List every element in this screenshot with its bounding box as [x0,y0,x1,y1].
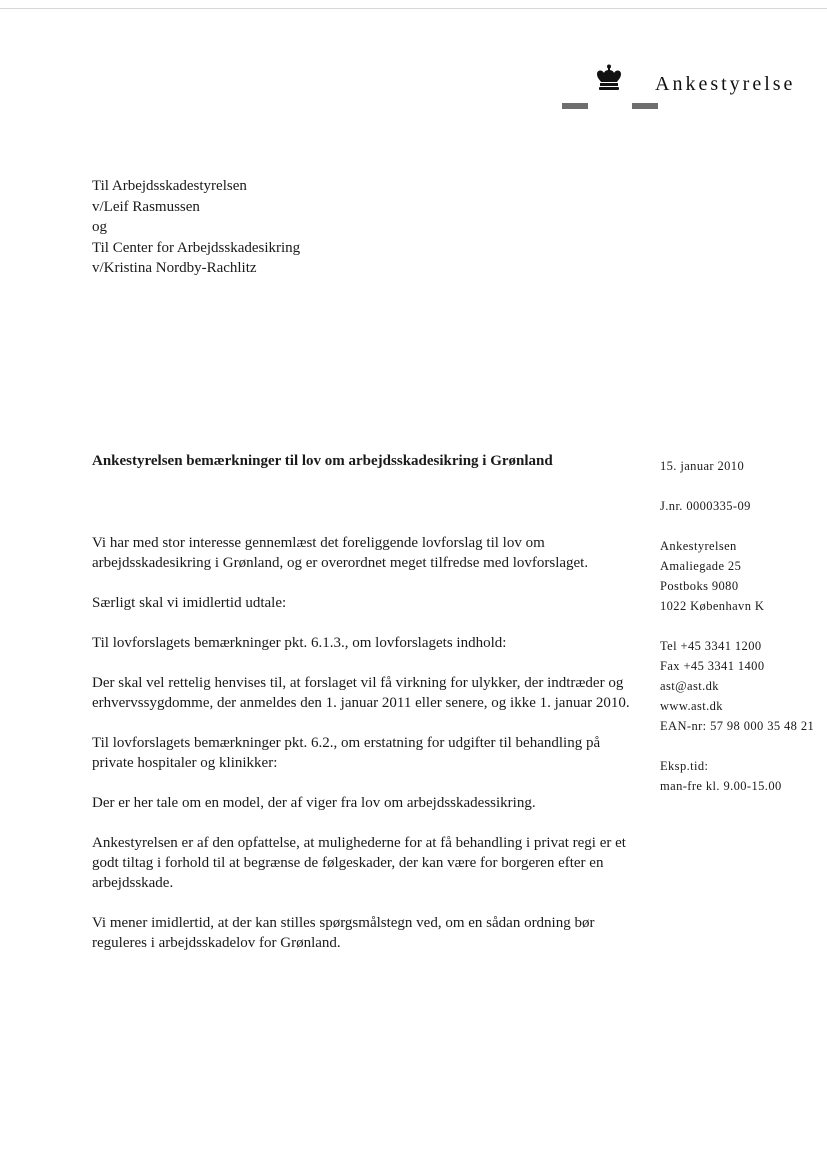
sender-address-line: 1022 København K [660,599,765,613]
body-paragraph: Vi har med stor interesse gennemlæst det foreliggende lovforslag til lov om arbejdsskadesikring i Grønland, og er overordnet meget tilfredse med lovforslaget. [92,535,589,571]
redaction-mark [632,103,658,109]
opening-hours: man-fre kl. 9.00-15.00 [660,779,782,793]
sender-address-line: Amaliegade 25 [660,559,742,573]
redaction-mark [562,103,588,109]
body-paragraph: Til lovforslagets bemærkninger pkt. 6.2., om erstatning for udgifter til behandling på private hospitaler og klinikker: [92,735,601,771]
ean-number: EAN-nr: 57 98 000 35 48 21 [660,719,815,733]
addressee-line: Til Center for Arbejdsskadesikring [92,239,301,256]
journal-number: J.nr. 0000335-09 [660,499,751,513]
page-top-rule [0,8,827,9]
addressee-line: v/Kristina Nordby-Rachlitz [92,260,257,276]
sender-address-line: Postboks 9080 [660,579,739,593]
phone-number: Tel +45 3341 1200 [660,639,762,653]
sender-sidebar [660,456,827,796]
letter-body [92,533,637,973]
body-paragraph: Særligt skal vi imidlertid udtale: [92,595,287,611]
organization-logo-text: Ankestyrelse [655,73,796,95]
letter-subject: Ankestyrelsen bemærkninger til lov om arbejdsskadesikring i Grønland [92,453,553,469]
website: www.ast.dk [660,699,723,713]
sender-address-line: Ankestyrelsen [660,539,737,553]
body-paragraph: Ankestyrelsen er af den opfattelse, at mulighederne for at få behandling i privat regi er et godt tiltag i forhold til at begrænse de følgeskader, der kan være for borgeren efter en arbejdsskade. [92,835,626,891]
addressee-block [92,176,300,279]
body-paragraph: Der skal vel rettelig henvises til, at forslaget vil få virkning for ulykker, der indtræder og erhvervssygdomme, der anmeldes den 1. januar 2011 eller senere, og ikke 1. januar 2010. [92,675,630,711]
body-paragraph: Der er her tale om en model, der af viger fra lov om arbejdsskadessikring. [92,795,536,811]
email-address: ast@ast.dk [660,679,719,693]
crown-icon [594,64,624,92]
body-paragraph: Vi mener imidlertid, at der kan stilles spørgsmålstegn ved, om en sådan ordning bør reguleres i arbejdsskadelov for Grønland. [92,915,595,951]
addressee-line: v/Leif Rasmussen [92,198,200,215]
opening-hours-label: Eksp.tid: [660,759,709,773]
addressee-line: Til Arbejdsskadestyrelsen [92,178,247,194]
body-paragraph: Til lovforslagets bemærkninger pkt. 6.1.3., om lovforslagets indhold: [92,635,507,651]
fax-number: Fax +45 3341 1400 [660,659,765,673]
letter-date: 15. januar 2010 [660,459,745,473]
addressee-line: og [92,219,107,235]
